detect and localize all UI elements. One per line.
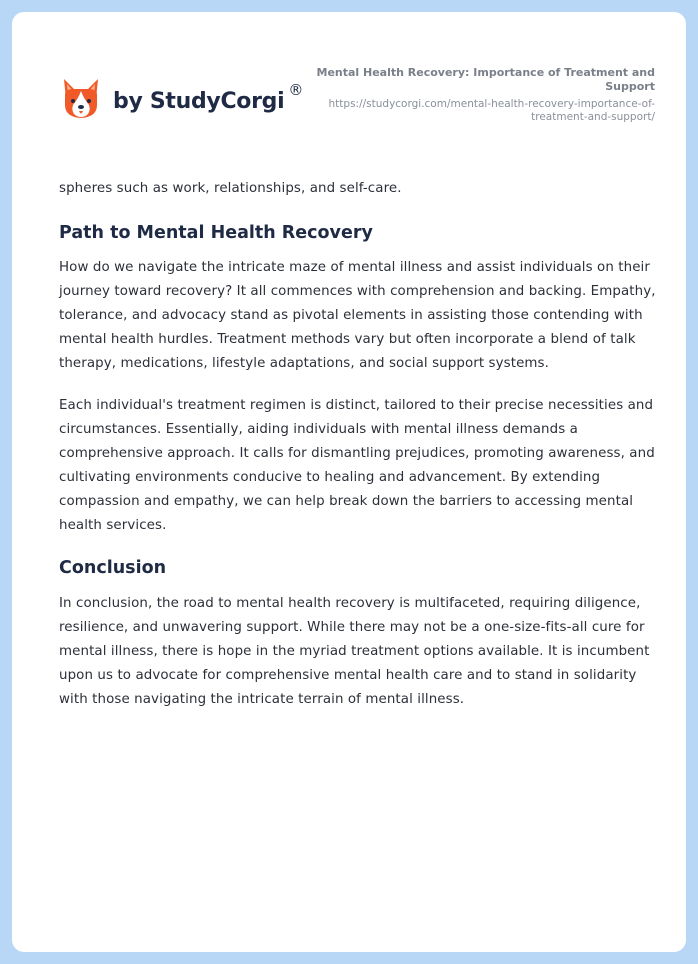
section-heading-path: Path to Mental Health Recovery bbox=[59, 223, 373, 243]
article-body bbox=[59, 177, 659, 712]
document-meta bbox=[315, 66, 655, 124]
paragraph: How do we navigate the intricate maze of mental illness and assist individuals on their journey toward recovery? It all commences with comprehension and backing. Empathy, tolerance, and advocacy stand as pivotal elements in assisting those contending with mental health hurdles. Treatment methods vary but often incorporate a blend of talk therapy, medications, lifestyle adaptations, and social support systems. bbox=[59, 260, 656, 371]
lead-paragraph: spheres such as work, relationships, and self-care. bbox=[59, 181, 402, 196]
document-page bbox=[12, 12, 686, 952]
registered-mark: ® bbox=[288, 81, 304, 99]
studycorgi-logo[interactable] bbox=[61, 77, 303, 121]
section-heading-conclusion: Conclusion bbox=[59, 558, 167, 578]
corgi-logo-icon bbox=[61, 77, 101, 121]
brand-name: by StudyCorgi bbox=[113, 88, 285, 114]
paragraph: In conclusion, the road to mental health recovery is multifaceted, requiring diligence, resilience, and unwavering support. While there may not be a one-size-fits-all cure for mental illness, there is hope in the myriad treatment options available. It is incumbent upon us to advocate for comprehensive mental health care and to stand in solidarity with those navigating the intricate terrain of mental illness. bbox=[59, 596, 650, 707]
document-title: Mental Health Recovery: Importance of Treatment and Support bbox=[316, 66, 655, 93]
paragraph: Each individual's treatment regimen is distinct, tailored to their precise necessities and circumstances. Essentially, aiding individuals with mental illness demands a comprehensive approach. It calls for dismantling prejudices, promoting awareness, and cultivating environments conducive to healing and advancement. By extending compassion and empathy, we can help break down the barriers to accessing mental health services. bbox=[59, 398, 655, 533]
document-url[interactable]: https://studycorgi.com/mental-health-recovery-importance-of-treatment-and-support/ bbox=[328, 98, 655, 123]
